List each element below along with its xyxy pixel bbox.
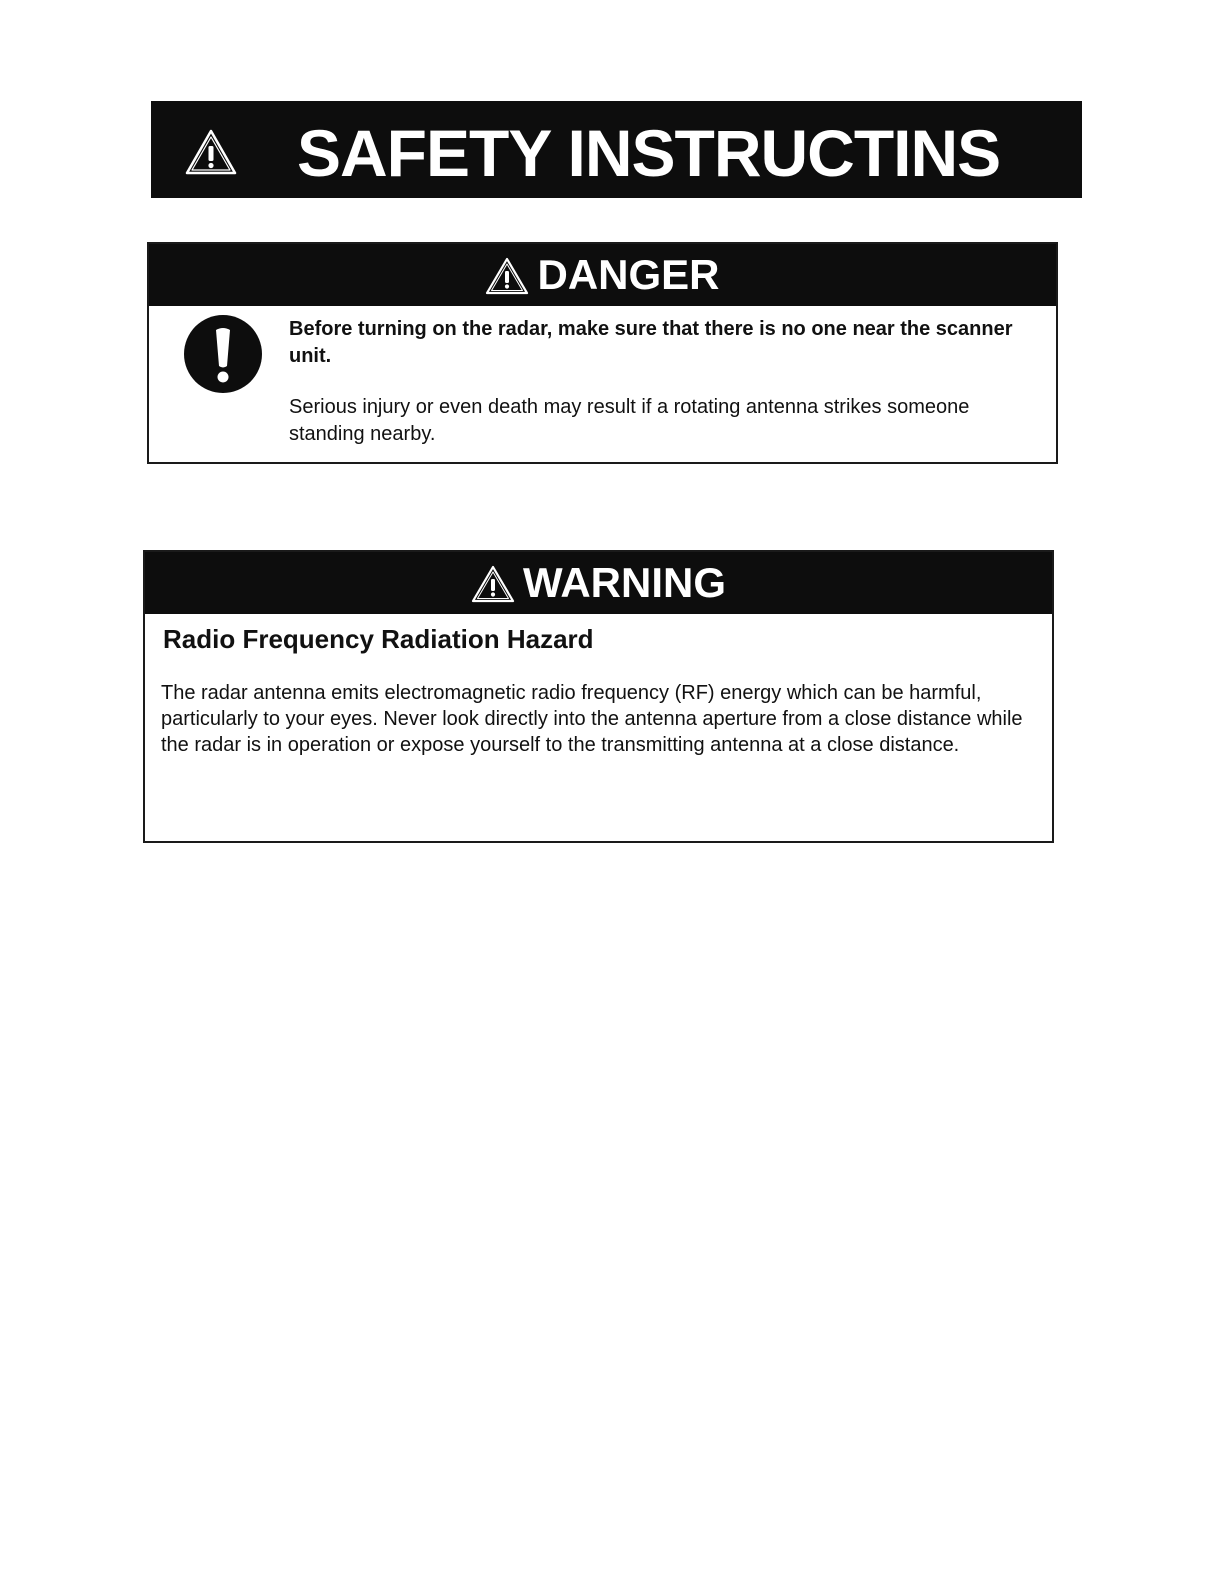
page-title-bar [151,101,1082,198]
page-title: SAFETY INSTRUCTINS [297,116,1001,190]
danger-header [149,244,1056,306]
warning-triangle-icon [485,257,529,295]
danger-bold-text: Before turning on the radar, make sure that there is no one near the scanner unit. [289,318,1013,367]
warning-label: WARNING [523,559,726,606]
warning-triangle-icon [471,565,515,603]
warning-heading: Radio Frequency Radiation Hazard [163,624,594,654]
warning-notice [143,550,1054,843]
danger-notice [147,242,1058,464]
warning-triangle-icon [184,128,238,176]
warning-header [145,552,1052,614]
warning-text: The radar antenna emits electromagnetic radio frequency (RF) energy which can be harmful, particularly to your eyes. Never look directly into the antenna aperture from a close distance while the radar is in operation or expose yourself to the transmitting antenna at a close distance. [161,682,1023,756]
exclamation-circle-icon [183,314,263,394]
danger-label: DANGER [537,251,720,298]
danger-text: Serious injury or even death may result if a rotating antenna strikes someone standing nearby. [289,396,970,445]
